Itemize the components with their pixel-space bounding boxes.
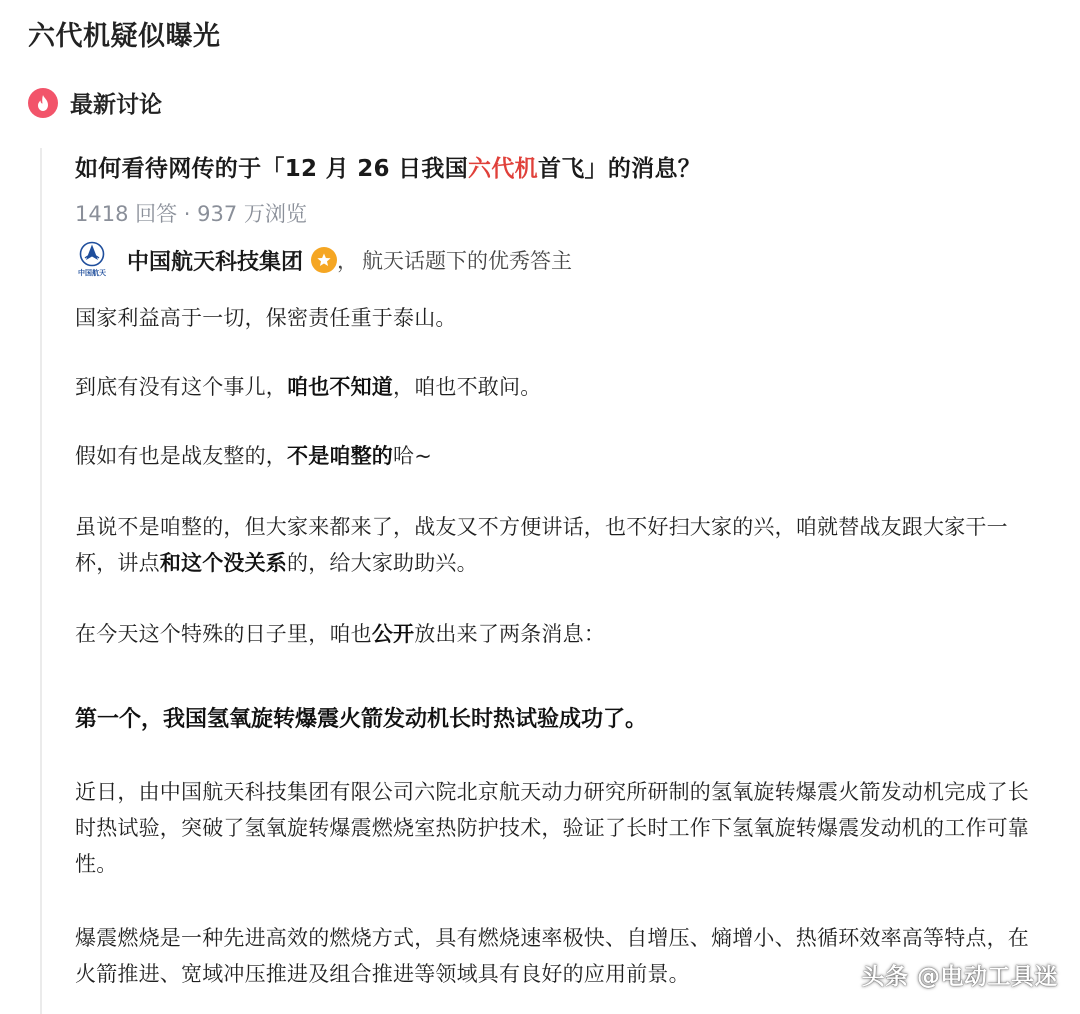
paragraph-3-text-a: 假如有也是战友整的， [75,444,287,468]
question-stats: 1418 回答 · 937 万浏览 [75,202,307,226]
paragraph-5-bold: 公开 [371,622,415,646]
answer-paragraph-2 [75,369,1045,405]
flame-icon [28,88,58,118]
paragraph-3-bold: 不是咱整的 [287,444,393,468]
section-header [28,86,162,119]
paragraph-5-text-a: 在今天这个特殊的日子里，咱也 [75,622,372,646]
paragraph-4-bold: 和这个没关系 [159,551,288,575]
paragraph-2-bold: 咱也不知道 [287,375,393,399]
section-label: 最新讨论 [70,92,162,118]
question-title-prefix: 如何看待网传的于「12 月 26 日我国 [75,156,469,182]
paragraph-5-text-c: 放出来了两条消息： [414,622,606,646]
watermark: 头条 @电动工具迷 [861,964,1058,990]
author-description: 航天话题下的优秀答主 [362,249,573,273]
rocket-logo-icon [79,241,105,267]
avatar[interactable] [75,241,109,279]
paragraph-4-text-c: 的，给大家助助兴。 [287,551,478,575]
answer-paragraph-1: 国家利益高于一切，保密责任重于泰山。 [75,306,457,330]
page-title: 六代机疑似曝光 [28,21,221,52]
avatar-label: 中国航天 [78,269,106,277]
author-row [75,240,572,280]
paragraph-3-text-c: 哈~ [393,444,432,468]
question-title-suffix: 首飞」的消息？ [537,156,702,182]
question-title-highlight: 六代机 [468,156,538,182]
star-badge-icon [311,247,337,273]
author-separator: ， [337,249,359,273]
answer-subheading: 第一个，我国氢氧旋转爆震火箭发动机长时热试验成功了。 [75,707,648,732]
answer-paragraph-6: 近日，由中国航天科技集团有限公司六院北京航天动力研究所研制的氢氧旋转爆震火箭发动机完成了长时热试验，突破了氢氧旋转爆震燃烧室热防护技术，验证了长时工作下氢氧旋转爆震发动机的工作可靠性。 [75,780,1029,876]
answer-paragraph-7: 爆震燃烧是一种先进高效的燃烧方式，具有燃烧速率极快、自增压、熵增小、热循环效率高等特点，在火箭推进、宽域冲压推进及组合推进等领域具有良好的应用前景。 [75,926,1029,986]
answer-paragraph-5 [75,616,1045,652]
answer-paragraph-3 [75,438,1045,474]
answer-paragraph-4 [75,509,1045,581]
thread-line [40,148,42,1014]
paragraph-4-text-a: 虽说不是咱整的，但大家来都来了，战友又不方便讲话，也不好扫大家的兴，咱就替战友跟大家干一杯，讲点 [75,515,1008,575]
paragraph-2-text-a: 到底有没有这个事儿， [75,375,287,399]
paragraph-2-text-c: ，咱也不敢问。 [393,375,542,399]
author-name[interactable]: 中国航天科技集团 [127,249,304,275]
question-title[interactable] [75,150,701,183]
